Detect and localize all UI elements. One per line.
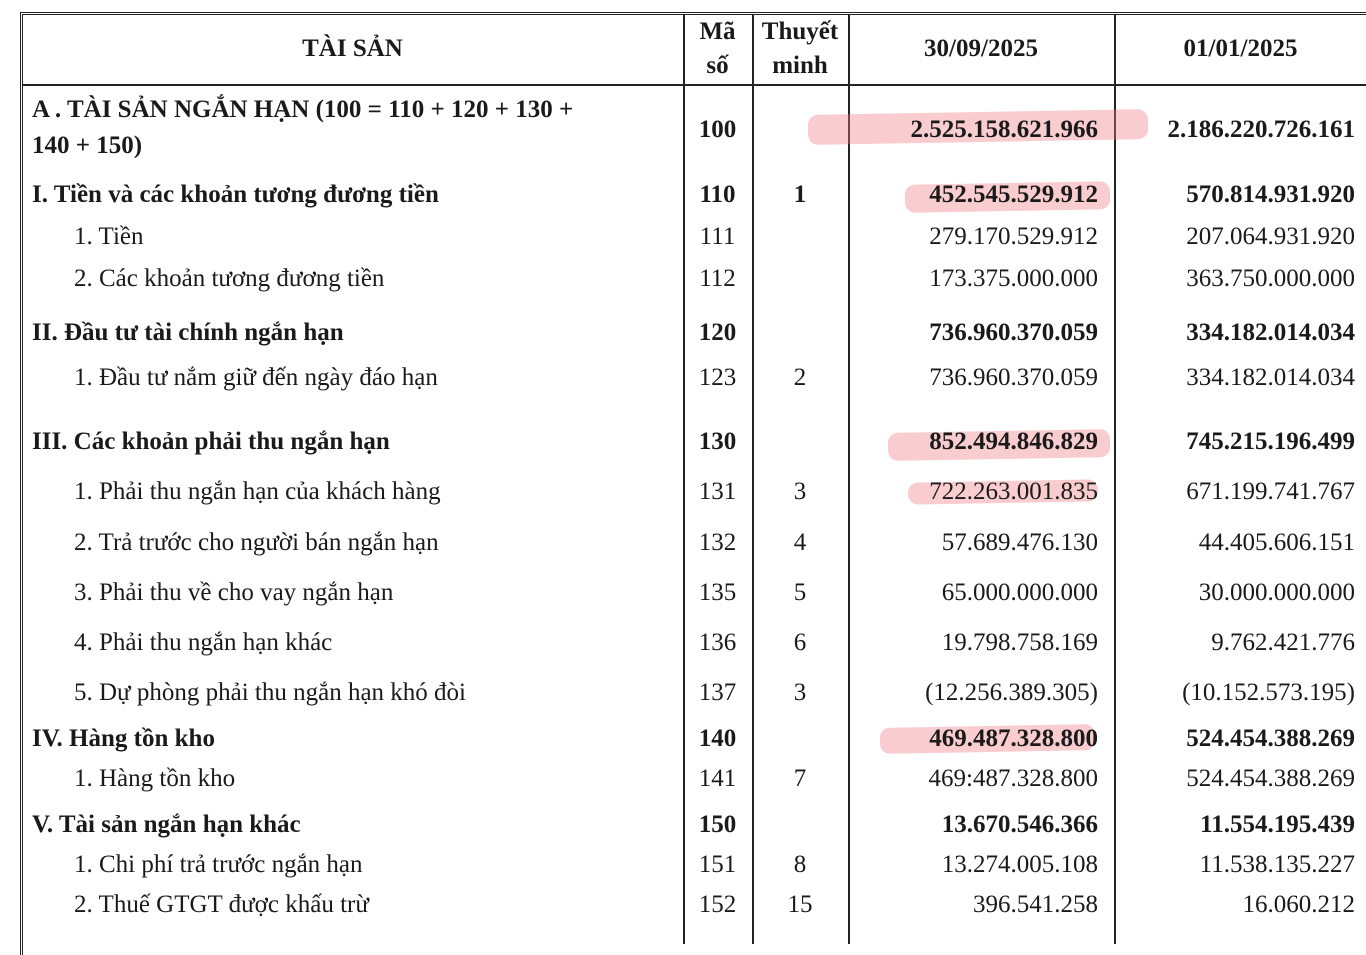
- row-value-period-end: 2.525.158.621.966: [910, 116, 1098, 143]
- row-label: V. Tài sản ngắn hạn khác: [32, 811, 301, 838]
- header-note: [752, 14, 848, 84]
- row-code: 130: [698, 428, 737, 455]
- row-code: 132: [698, 529, 737, 556]
- row-label: A . TÀI SẢN NGẮN HẠN (100 = 110 + 120 + 130 +: [32, 96, 574, 123]
- row-label: II. Đầu tư tài chính ngắn hạn: [32, 319, 344, 346]
- row-note: 6: [793, 629, 807, 656]
- row-value-period-start: 9.762.421.776: [1211, 629, 1355, 656]
- header-note-line2: minh: [772, 52, 828, 79]
- row-value-period-end: 469.487.328.800: [929, 725, 1098, 752]
- row-code: 135: [698, 579, 737, 606]
- header-period-start: [1115, 14, 1366, 84]
- row-code: 131: [698, 478, 737, 505]
- row-code: 123: [698, 364, 737, 391]
- header-asset: [22, 14, 683, 84]
- row-label: 1. Chi phí trả trước ngắn hạn: [74, 851, 363, 878]
- row-value-period-start: (10.152.573.195): [1182, 679, 1355, 706]
- row-value-period-start: 363.750.000.000: [1186, 265, 1355, 292]
- row-note: 5: [793, 579, 807, 606]
- row-note: 3: [793, 478, 807, 505]
- row-code: 111: [699, 223, 736, 250]
- row-value-period-start: 2.186.220.726.161: [1167, 116, 1355, 143]
- row-value-period-end: 736.960.370.059: [929, 364, 1098, 391]
- header-code-line1: Mã: [699, 18, 736, 45]
- header-divider: [22, 84, 1366, 86]
- header-note-line1: Thuyết: [761, 18, 839, 45]
- row-value-period-start: 570.814.931.920: [1186, 181, 1355, 208]
- row-label: 2. Thuế GTGT được khấu trừ: [74, 891, 369, 918]
- row-label: I. Tiền và các khoản tương đương tiền: [32, 181, 439, 208]
- row-note: 8: [793, 851, 807, 878]
- row-value-period-start: 334.182.014.034: [1186, 319, 1355, 346]
- row-label-continued: 140 + 150): [32, 132, 143, 159]
- row-note: 1: [793, 181, 807, 208]
- row-code: 150: [698, 811, 737, 838]
- row-code: 120: [698, 319, 737, 346]
- header-period-end: [848, 14, 1114, 84]
- row-value-period-end: 13.670.546.366: [941, 811, 1098, 838]
- row-value-period-end: 469:487.328.800: [928, 765, 1098, 792]
- row-value-period-end: 65.000.000.000: [941, 579, 1098, 606]
- row-value-period-start: 44.405.606.151: [1198, 529, 1355, 556]
- row-value-period-end: (12.256.389.305): [925, 679, 1098, 706]
- row-label: 4. Phải thu ngắn hạn khác: [74, 629, 333, 656]
- row-note: 2: [793, 364, 807, 391]
- row-label: 1. Đầu tư nắm giữ đến ngày đáo hạn: [74, 364, 438, 391]
- row-value-period-start: 207.064.931.920: [1186, 223, 1355, 250]
- row-label: IV. Hàng tồn kho: [32, 725, 215, 752]
- row-label: 3. Phải thu về cho vay ngắn hạn: [74, 579, 394, 606]
- row-note: 3: [793, 679, 807, 706]
- row-value-period-start: 745.215.196.499: [1186, 428, 1355, 455]
- row-value-period-end: 722.263.001.835: [929, 478, 1098, 505]
- row-label: 1. Phải thu ngắn hạn của khách hàng: [74, 478, 441, 505]
- row-value-period-end: 173.375.000.000: [929, 265, 1098, 292]
- row-value-period-end: 452.545.529.912: [929, 181, 1098, 208]
- header-asset-label: TÀI SẢN: [302, 35, 403, 62]
- row-label: 2. Các khoản tương đương tiền: [74, 265, 385, 292]
- row-value-period-end: 736.960.370.059: [929, 319, 1098, 346]
- header-code: [683, 14, 752, 84]
- row-label: 2. Trả trước cho người bán ngắn hạn: [74, 529, 439, 556]
- row-note: 7: [793, 765, 807, 792]
- row-value-period-end: 396.541.258: [973, 891, 1098, 918]
- row-code: 110: [699, 181, 736, 208]
- row-value-period-start: 30.000.000.000: [1198, 579, 1355, 606]
- row-value-period-start: 671.199.741.767: [1186, 478, 1355, 505]
- row-note: 4: [793, 529, 807, 556]
- row-value-period-start: 524.454.388.269: [1186, 725, 1355, 752]
- row-label: 1. Hàng tồn kho: [74, 765, 236, 792]
- row-label: 5. Dự phòng phải thu ngắn hạn khó đòi: [74, 679, 466, 706]
- header-code-line2: số: [706, 52, 729, 79]
- row-note: 15: [787, 891, 813, 918]
- row-code: 152: [698, 891, 737, 918]
- row-code: 141: [698, 765, 737, 792]
- row-code: 112: [699, 265, 736, 292]
- row-value-period-start: 11.538.135.227: [1199, 851, 1355, 878]
- row-code: 100: [698, 116, 737, 143]
- row-code: 137: [698, 679, 737, 706]
- row-code: 151: [698, 851, 737, 878]
- row-value-period-start: 524.454.388.269: [1186, 765, 1355, 792]
- header-period-end-label: 30/09/2025: [924, 35, 1038, 62]
- row-label: 1. Tiền: [74, 223, 144, 250]
- row-value-period-end: 852.494.846.829: [929, 428, 1098, 455]
- row-value-period-start: 11.554.195.439: [1200, 811, 1355, 838]
- row-code: 136: [698, 629, 737, 656]
- row-value-period-start: 16.060.212: [1242, 891, 1355, 918]
- row-label: III. Các khoản phải thu ngắn hạn: [32, 428, 390, 455]
- row-value-period-end: 279.170.529.912: [929, 223, 1098, 250]
- row-value-period-start: 334.182.014.034: [1186, 364, 1355, 391]
- row-value-period-end: 19.798.758.169: [941, 629, 1098, 656]
- row-value-period-end: 57.689.476.130: [941, 529, 1098, 556]
- row-value-period-end: 13.274.005.108: [941, 851, 1098, 878]
- header-period-start-label: 01/01/2025: [1183, 35, 1298, 62]
- row-code: 140: [698, 725, 737, 752]
